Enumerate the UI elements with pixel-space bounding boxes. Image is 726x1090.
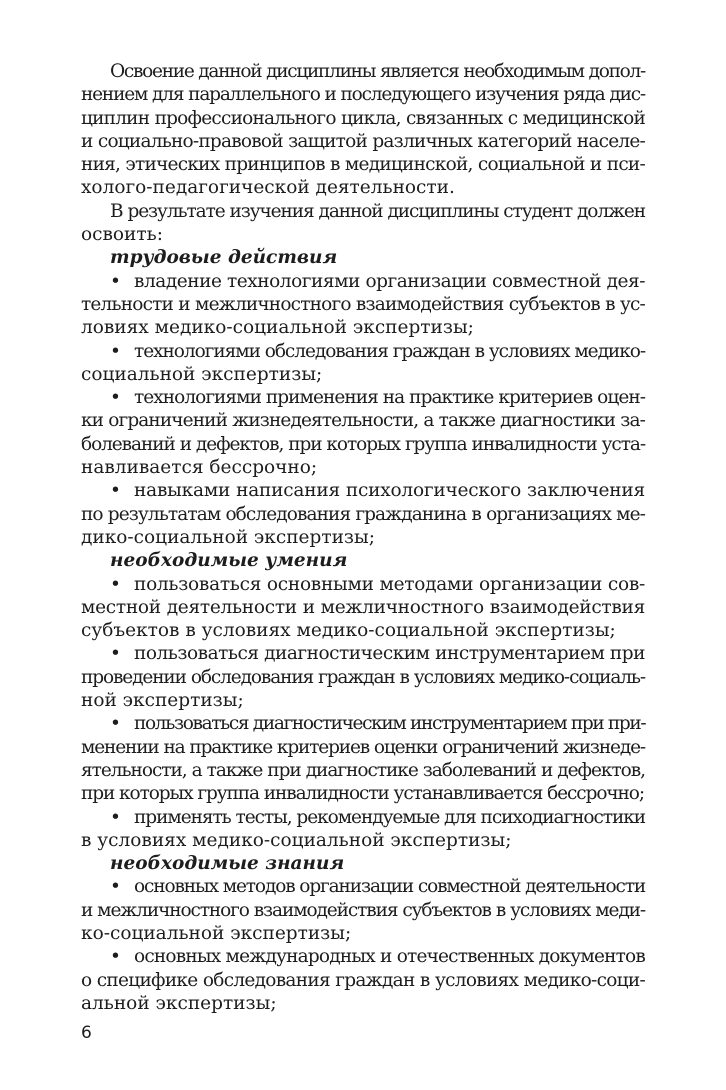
text-line: местной деятельности и межличностного взаимодействия [81, 596, 645, 618]
text-line: менении на практике критериев оценки ограничений жизнеде- [81, 736, 645, 758]
text-line: и социально-правовой защитой различных категорий населе- [81, 130, 645, 152]
bullet-icon: • [110, 643, 121, 665]
text-line: • пользоваться диагностическим инструментарием при при- [110, 713, 646, 735]
text-line: альной экспертизы; [81, 992, 277, 1014]
list-item [81, 340, 645, 387]
section-heading: необходимые умения [110, 550, 348, 572]
text-line: и межличностного взаимодействия субъектов в условиях меди- [81, 899, 645, 921]
result-paragraph [81, 200, 645, 247]
bullet-icon: • [110, 876, 120, 898]
bullet-icon: • [110, 573, 121, 595]
list-item [81, 573, 645, 643]
text-line: нением для параллельного и последующего изучения ряда дис- [81, 84, 645, 106]
list-item [81, 945, 645, 1015]
list-item [81, 642, 645, 712]
text-line: холого-педагогической деятельности. [81, 177, 455, 199]
section-heading: трудовые действия [110, 247, 338, 269]
text-line: В результате изучения данной дисциплины студент должен [110, 200, 645, 222]
list-item [81, 875, 645, 945]
text-line: болеваний и дефектов, при которых группа инвалидности уста- [81, 433, 645, 455]
page-body [81, 60, 645, 1015]
bullet-icon: • [110, 480, 121, 502]
text-line: в условиях медико-социальной экспертизы; [81, 829, 512, 851]
text-line: • основных международных и отечественных документов [110, 946, 645, 968]
intro-paragraph [81, 60, 645, 200]
text-line: субъектов в условиях медико-социальной экспертизы; [81, 620, 616, 642]
section-labor-actions [81, 246, 645, 549]
text-line: ятельности, а также при диагностике заболеваний и дефектов, [81, 759, 645, 781]
text-line: социальной экспертизы; [81, 363, 323, 385]
text-line: о специфике обследования граждан в условиях медико-соци- [81, 969, 645, 991]
list-item [81, 479, 645, 549]
text-line: освоить: [81, 224, 163, 246]
text-line: • применять тесты, рекомендуемые для психодиагностики [110, 806, 646, 828]
text-line: • технологиями обследования граждан в условиях медико- [110, 340, 646, 362]
section-heading: необходимые знания [110, 853, 345, 875]
bullet-icon: • [110, 270, 121, 292]
bullet-icon: • [110, 946, 121, 968]
text-line: • владение технологиями организации совместной дея- [110, 270, 645, 292]
section-required-skills [81, 549, 645, 852]
text-line: • пользоваться диагностическим инструментарием при [110, 643, 645, 665]
text-line: тельности и межличностного взаимодействия субъектов в ус- [81, 293, 645, 315]
text-line: ловиях медико-социальной экспертизы; [81, 317, 474, 339]
text-line: ко-социальной экспертизы; [81, 922, 352, 944]
list-item [81, 806, 645, 853]
text-line: Освоение данной дисциплины является необходимым допол- [110, 61, 645, 82]
page-number: 6 [81, 1023, 92, 1043]
text-line: • навыками написания психологического заключения [110, 480, 645, 502]
text-line: навливается бессрочно; [81, 457, 318, 479]
text-line: • технологиями применения на практике критериев оцен- [110, 387, 645, 409]
text-line: дико-социальной экспертизы; [81, 526, 375, 548]
text-line: проведении обследования граждан в условиях медико-социаль- [81, 666, 645, 688]
text-line: ния, этических принципов в медицинской, социальной и пси- [81, 154, 645, 176]
bullet-icon: • [110, 387, 120, 409]
list-item [81, 712, 645, 805]
text-line: • пользоваться основными методами организации сов- [110, 573, 645, 595]
text-line: • основных методов организации совместной деятельности [110, 876, 646, 898]
text-line: по результатам обследования гражданина в организациях ме- [81, 503, 645, 525]
list-item [81, 270, 645, 340]
list-item [81, 386, 645, 479]
bullet-icon: • [110, 806, 120, 828]
text-line: ной экспертизы; [81, 690, 244, 712]
bullet-icon: • [110, 340, 120, 362]
text-line: при которых группа инвалидности устанавливается бессрочно; [81, 783, 644, 805]
text-line: ки ограничений жизнедеятельности, а также диагностики за- [81, 410, 645, 432]
text-line: циплин профессионального цикла, связанных с медицинской [81, 107, 645, 129]
section-required-knowledge [81, 852, 645, 1015]
bullet-icon: • [110, 713, 120, 735]
